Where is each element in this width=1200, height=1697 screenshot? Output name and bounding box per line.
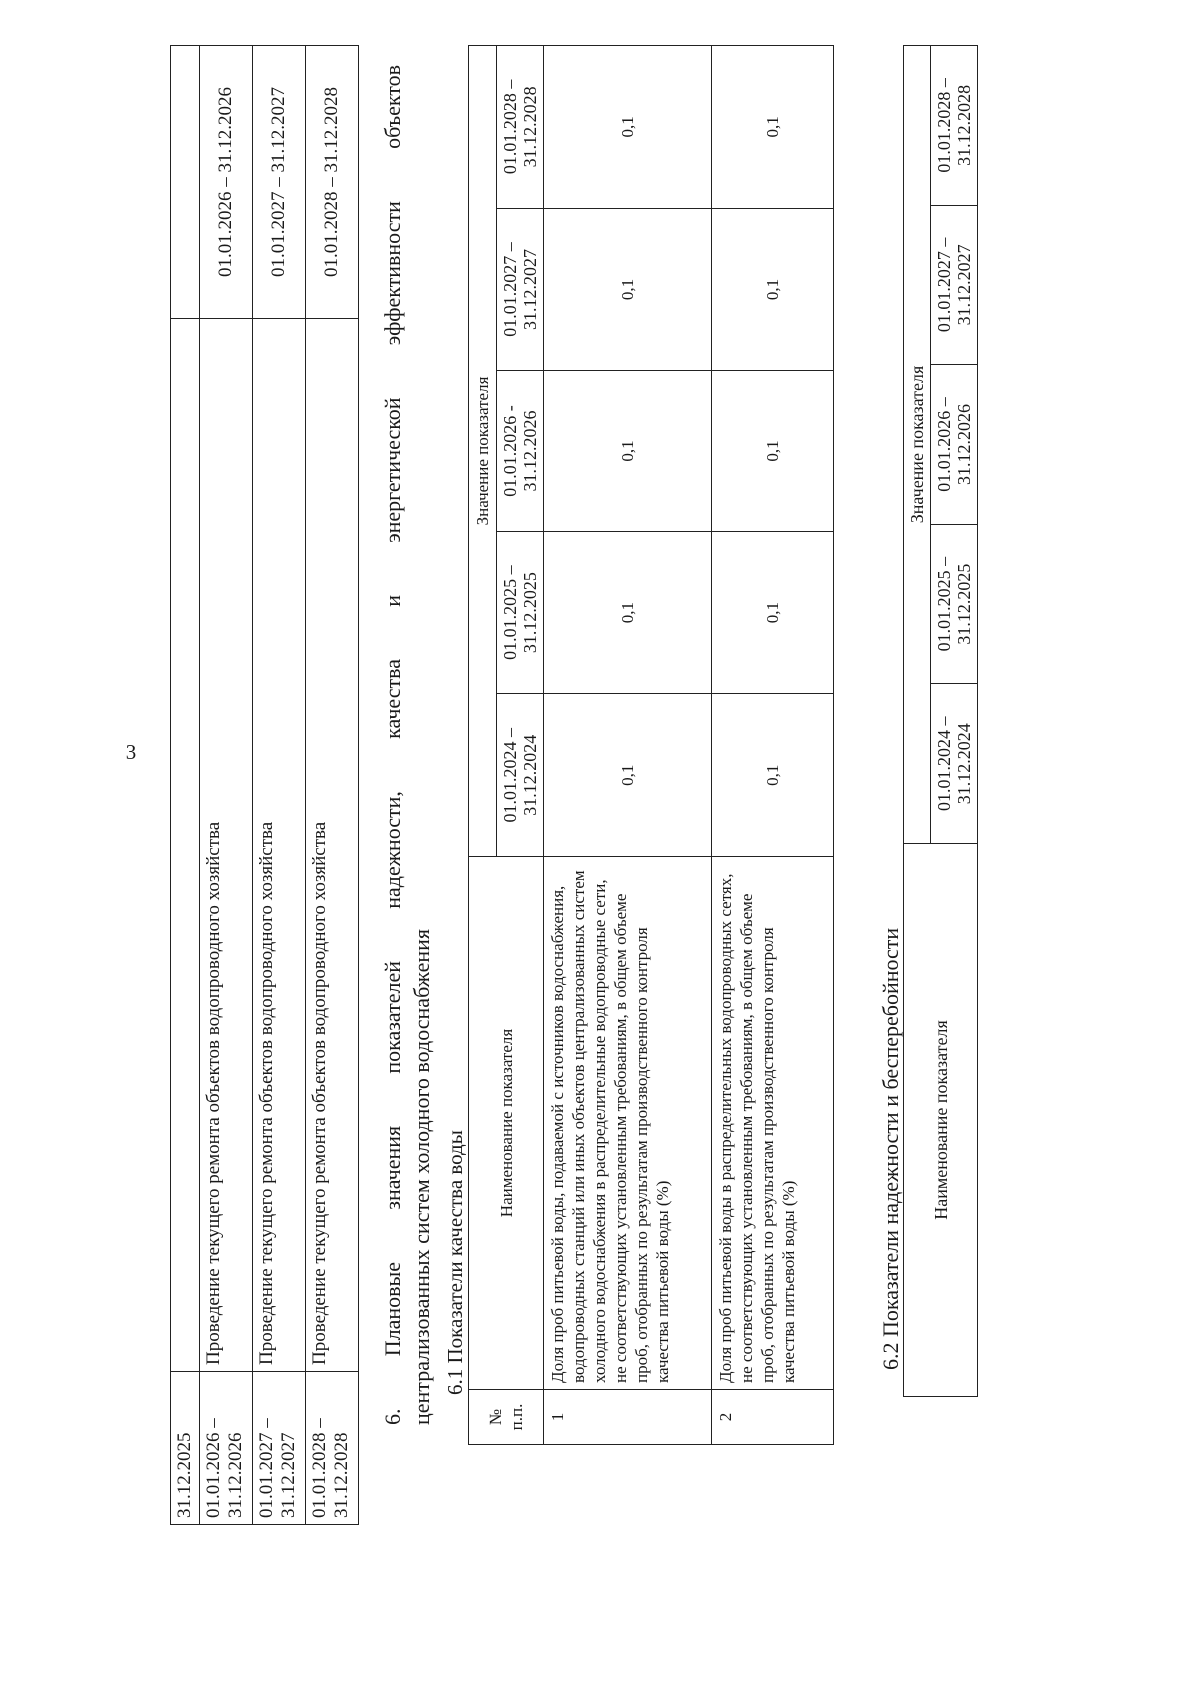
activity-cell: Проведение текущего ремонта объектов водопроводного хозяйства (200, 319, 253, 1372)
subsection-6-2-title: 6.2 Показатели надежности и бесперебойности (878, 927, 903, 1370)
indicator-value: 0,1 (712, 46, 834, 209)
dates-cell: 01.01.2027 – 31.12.2027 (253, 46, 306, 319)
indicator-value: 0,1 (544, 208, 712, 371)
indicator-value: 0,1 (712, 694, 834, 857)
subsection-6-1-title: 6.1 Показатели качества воды (443, 1130, 467, 1395)
period-header: 01.01.2024 – 31.12.2024 (931, 684, 978, 844)
row-number: 2 (712, 1390, 834, 1445)
section-6-heading: 6. Плановые значения показателей надежности, качества и энергетической эффективности объектов (380, 65, 405, 1425)
table-row (306, 46, 359, 1525)
period-header: 01.01.2028 – 31.12.2028 (497, 46, 544, 209)
period-header: 01.01.2024 – 31.12.2024 (497, 694, 544, 857)
indicator-value: 0,1 (544, 46, 712, 209)
indicator-value: 0,1 (544, 694, 712, 857)
activity-cell: Проведение текущего ремонта объектов водопроводного хозяйства (253, 319, 306, 1372)
activity-cell (171, 319, 200, 1372)
table-header-row (904, 46, 931, 1397)
indicator-value: 0,1 (712, 371, 834, 532)
period-header: 01.01.2026 - 31.12.2026 (497, 371, 544, 532)
dates-cell (171, 46, 200, 319)
period-header: 01.01.2025 – 31.12.2025 (931, 524, 978, 684)
period-cell: 31.12.2025 (171, 1372, 200, 1525)
water-quality-table (468, 45, 834, 1445)
table-row (200, 46, 253, 1525)
indicator-value: 0,1 (712, 208, 834, 371)
col-values-header: Значение показателя (469, 46, 497, 857)
period-cell: 01.01.2028 – 31.12.2028 (306, 1372, 359, 1525)
table-row (712, 46, 834, 1445)
row-number: 1 (544, 1390, 712, 1445)
reliability-table (903, 45, 978, 1397)
activity-cell: Проведение текущего ремонта объектов водопроводного хозяйства (306, 319, 359, 1372)
col-name-header: Наименование показателя (469, 857, 544, 1390)
table-row (544, 46, 712, 1445)
table-row (171, 46, 200, 1525)
dates-cell: 01.01.2028 – 31.12.2028 (306, 46, 359, 319)
col-values-header: Значение показателя (904, 46, 931, 844)
col-name-header: Наименование показателя (904, 844, 978, 1397)
indicator-name: Доля проб питьевой воды, подаваемой с источников водоснабжения, водопроводных станций или иных объектов централизованных систем холодного водоснабжения в распределительные водопроводные сети, не соответствующих установленным требованиям, в общем объеме проб, отобранных по результатам производственного контроля качества питьевой воды (%) (544, 857, 712, 1390)
indicator-name: Доля проб питьевой воды в распределительных водопроводных сетях, не соответствующих установленным требованиям, в общем объеме проб, отобранных по результатам производственного контроля качества питьевой воды (%) (712, 857, 834, 1390)
section-6-heading-continued: централизованных систем холодного водоснабжения (409, 928, 434, 1425)
dates-cell: 01.01.2026 – 31.12.2026 (200, 46, 253, 319)
col-number-header: № п.п. (469, 1390, 544, 1445)
table-row (253, 46, 306, 1525)
indicator-value: 0,1 (544, 371, 712, 532)
period-cell: 01.01.2027 – 31.12.2027 (253, 1372, 306, 1525)
page-number: 3 (125, 740, 137, 764)
indicator-value: 0,1 (712, 531, 834, 694)
period-header: 01.01.2025 – 31.12.2025 (497, 531, 544, 694)
period-cell: 01.01.2026 – 31.12.2026 (200, 1372, 253, 1525)
table-header-row (469, 46, 497, 1445)
period-header: 01.01.2027 – 31.12.2027 (931, 205, 978, 365)
previous-works-table (170, 45, 359, 1525)
period-header: 01.01.2028 – 31.12.2028 (931, 46, 978, 206)
period-header: 01.01.2027 – 31.12.2027 (497, 208, 544, 371)
indicator-value: 0,1 (544, 531, 712, 694)
rotated-page-content (0, 45, 974, 1545)
period-header: 01.01.2026 – 31.12.2026 (931, 365, 978, 525)
